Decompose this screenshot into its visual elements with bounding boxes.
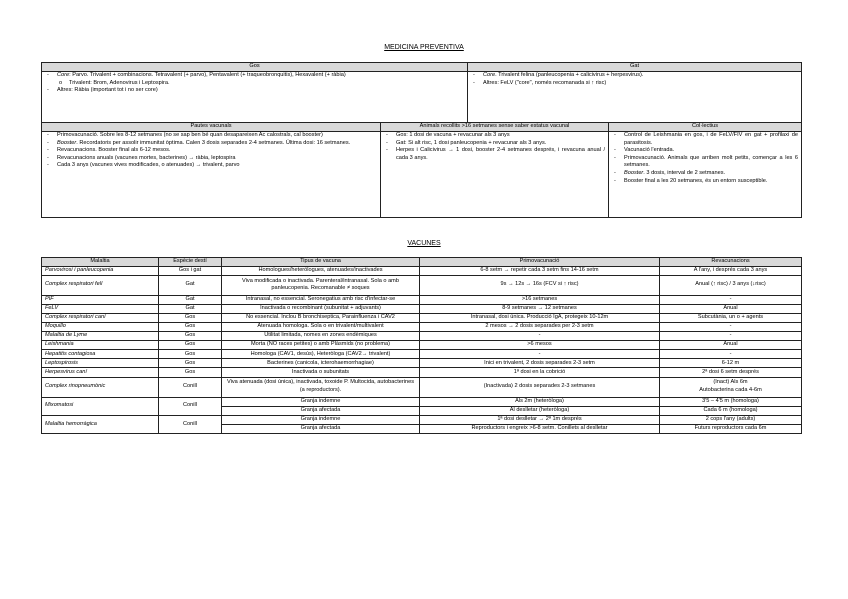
keyword: Booster (57, 139, 77, 146)
primovacunacio-cell: 2 mesos → 2 dosis separades per 2-3 setm (420, 322, 660, 331)
revacunacions-cell: Anual (660, 304, 802, 313)
species-cell: Gos (159, 332, 222, 341)
table-row (42, 350, 802, 359)
disease-cell: Complex respiratori felí (42, 275, 159, 295)
medicina-preventiva-table (41, 62, 802, 218)
table-row (42, 368, 802, 377)
vacunes-table (41, 257, 802, 434)
revacunacions-cell: Futurs reproductors cada 6m (660, 424, 802, 433)
cell-line: (Inact) Als 6m (713, 379, 748, 386)
malaltia-hemorragica-group (42, 415, 802, 433)
primovacunacio-cell: - (420, 332, 660, 341)
species-cell: Gos (159, 341, 222, 350)
cell-line: Autobacterina cada 4-6m (699, 387, 762, 394)
species-cell: Gos (159, 313, 222, 322)
header-primovacunacio: Primovacunació (420, 258, 660, 267)
disease-cell: Complex rinopneumònic (42, 377, 159, 397)
table-row (42, 322, 802, 331)
primovacunacio-cell: - (420, 350, 660, 359)
revacunacions-cell: Anual (↑ risc) / 3 anys (↓risc) (660, 275, 802, 295)
collectius-header: Col·lectius (609, 123, 802, 132)
pautes-item: - Cada 3 anys (vacunes vives modificades, o atenuades) → trivalent, parvo (57, 162, 377, 170)
species-cell: Conill (159, 397, 222, 415)
table-row (42, 341, 802, 350)
revacunacions-cell: Anual (660, 341, 802, 350)
table-row (42, 295, 802, 304)
table-row (42, 415, 802, 424)
vaccine-type-cell: Inactivada o recombinant (subunitat + adjuvants) (222, 304, 420, 313)
vaccine-type-cell: Homologa (CAV1, desús), Heteròloga (CAV2→ trivalent) (222, 350, 420, 359)
disease-cell: Moquillo (42, 322, 159, 331)
primovacunacio-cell: >6 mesos (420, 341, 660, 350)
pautes-item: - Primovacunació. Sobre les 8-12 setmanes (no se sap ben bé quan desapareixen Ac calostrals, cal booster) (57, 132, 377, 140)
header-especie: Espècie destí (159, 258, 222, 267)
header-malaltia: Malaltia (42, 258, 159, 267)
gat-header: Gat (468, 63, 802, 72)
disease-cell: Leishmania (42, 341, 159, 350)
primovacunacio-cell: Intranasal, dosi única. Producció IgA, protegeix 10-12m (420, 313, 660, 322)
table-row (42, 332, 802, 341)
pautes-item: - Booster. Recordatoris per assolir immunitat òptima. Calen 3 dosis separades 2-4 setmanes. Última dosi: 16 setmanes. (57, 140, 377, 148)
animals-item: - Gos: 1 dosi de vacuna + revacunar als 3 anys (396, 132, 605, 140)
mixomatosi-group (42, 397, 802, 415)
keyword: Booster (624, 169, 644, 176)
vaccine-type-cell: Granja afectada (222, 406, 420, 415)
vaccine-type-cell: Granja afectada (222, 424, 420, 433)
vacunes-rows (42, 266, 802, 397)
vaccine-type-cell: Utilitat limitada, nomes en zones endèmiques (222, 332, 420, 341)
collectius-cell (609, 132, 802, 218)
species-cell: Gos (159, 350, 222, 359)
primovacunacio-cell: 1ª dosi en la cobrició (420, 368, 660, 377)
vaccine-type-cell: No essencial. Inclou B bronchiseptica, Parainfluenza i CAV2 (222, 313, 420, 322)
gos-trivalent-item: o Trivalent: Brom, Adenovirus i Leptospira. (57, 80, 464, 88)
species-cell: Gos (159, 368, 222, 377)
gos-core-item: - Core: Parvo. Trivalent + combinacions. Tetravalent (+ parvo), Pentavalent (+ traqueobronquitis), Hexavalent (+ ràbia) (57, 72, 464, 80)
revacunacions-cell (660, 377, 802, 397)
animals-item: - Gat: Si alt risc, 1 dosi panleucopenia + revacunar als 3 anys. (396, 140, 605, 148)
species-cell: Gat (159, 295, 222, 304)
header-tipus: Tipus de vacuna (222, 258, 420, 267)
primovacunacio-cell: 1ª dosi deslletar → 2ª 1m després (420, 415, 660, 424)
disease-cell: FeLV (42, 304, 159, 313)
species-cell: Conill (159, 377, 222, 397)
primovacunacio-cell: Al deslletar (heteròloga) (420, 406, 660, 415)
disease-cell: Complex respiratori caní (42, 313, 159, 322)
species-cell: Gos (159, 322, 222, 331)
revacunacions-cell: - (660, 322, 802, 331)
revacunacions-cell: 2ª dosi 6 setm després (660, 368, 802, 377)
table-row (42, 359, 802, 368)
table-row (42, 275, 802, 295)
primovacunacio-cell: Inici en trivalent, 2 dosis separades 2-3 setm (420, 359, 660, 368)
species-cell: Gat (159, 275, 222, 295)
primovacunacio-cell: 6-8 setm → repetir cada 3 setm fins 14-16 setm (420, 266, 660, 275)
page-title: MEDICINA PREVENTIVA (384, 44, 464, 51)
vaccine-type-cell: Bacterines (canicola, icterohaemorrhagiae) (222, 359, 420, 368)
collectius-item: - Booster. 3 dosis, interval de 2 setmanes. (624, 170, 798, 178)
species-cell: Conill (159, 415, 222, 433)
table-row (42, 266, 802, 275)
species-cell: Gos (159, 359, 222, 368)
vaccine-type-cell: Granja indemne (222, 415, 420, 424)
collectius-item: - Control de Leishmania en gos, i de FeLV/FIV en gat + profilaxi de parasitosis. (624, 132, 798, 147)
table-row (42, 313, 802, 322)
vaccine-type-cell: Granja indemne (222, 397, 420, 406)
disease-cell: Malaltia de Lyme (42, 332, 159, 341)
vaccine-type-cell: Intranasal, no essencial. Seronegatius amb risc d'infectar-se (222, 295, 420, 304)
species-cell: Gat (159, 304, 222, 313)
gos-header: Gos (42, 63, 468, 72)
gat-cell (468, 72, 802, 123)
vaccine-type-cell: Atenuada homologa. Sola o en trivalent/multivalent (222, 322, 420, 331)
primovacunacio-cell: 9s → 12s → 16s (FCV si ↑ risc) (420, 275, 660, 295)
vaccine-type-cell: Inactivada o subunitats (222, 368, 420, 377)
collectius-item: - Booster final a les 20 setmanes, és un entorn susceptible. (624, 178, 798, 186)
pautes-item: - Revacunacions. Booster final als 6-12 mesos. (57, 147, 377, 155)
animals-recollits-cell (381, 132, 609, 218)
animals-recollits-header: Animals recollits >16 setmanes sense saber estatus vacunal (381, 123, 609, 132)
revacunacions-cell: - (660, 350, 802, 359)
disease-cell: Leptospirosis (42, 359, 159, 368)
gos-altres-item: - Altres: Ràbia (important tot i no ser core) (57, 87, 464, 95)
pautes-item: - Revacunacions anuals (vacunes mortes, bacterines) → ràbia, leptospira (57, 155, 377, 163)
table-row (42, 397, 802, 406)
revacunacions-cell: Subcutània, un o + agents (660, 313, 802, 322)
vacunes-title: VACUNES (407, 240, 441, 247)
collectius-item: - Primovacunació. Animals que arriben molt petits, començar a les 6 setmanes. (624, 155, 798, 170)
disease-cell: Mixomatosi (42, 397, 159, 415)
header-revacunacions: Revacunacions (660, 258, 802, 267)
table-row (42, 304, 802, 313)
revacunacions-cell: Cada 6 m (homologa) (660, 406, 802, 415)
vaccine-type-cell: Homologues/heterólogues, atenuades/inactivades (222, 266, 420, 275)
pautes-cell (42, 132, 381, 218)
collectius-item: - Vacunació l'entrada. (624, 147, 798, 155)
revacunacions-cell: - (660, 332, 802, 341)
gat-core-item: - Core. Trivalent felina (panleucopenia + calicivirus + herpesvirus). (483, 72, 798, 80)
primovacunacio-cell: Als 2m (heteròloga) (420, 397, 660, 406)
revacunacions-cell: 2 cops l'any (adults) (660, 415, 802, 424)
revacunacions-cell: 3'5 – 4'5 m (homologa) (660, 397, 802, 406)
disease-cell: Hepatitis contagiosa (42, 350, 159, 359)
primovacunacio-cell: 8-9 setmanes → 12 setmanes (420, 304, 660, 313)
pautes-header: Pautes vacunals (42, 123, 381, 132)
gat-altres-item: - Altres: FeLV ("core", només recomanada si ↑ risc) (483, 80, 798, 88)
primovacunacio-cell: >16 setmanes (420, 295, 660, 304)
revacunacions-cell: 6-12 m (660, 359, 802, 368)
revacunacions-cell: A l'any, i després cada 3 anys (660, 266, 802, 275)
table-row (42, 377, 802, 397)
vaccine-type-cell: Viva modificada o inactivada. Parenteral/intranasal. Sola o amb panleucopenia. Recomanable ≠ soques (222, 275, 420, 295)
gos-cell (42, 72, 468, 123)
disease-cell: Herpesvirus caní (42, 368, 159, 377)
animals-item: - Herpes i Calicivirus → 1 dosi, booster 2-4 setmanes després, i revacuna anual / cada 3 anys. (396, 147, 605, 162)
disease-cell: Parvovirosi i panleucopenia (42, 266, 159, 275)
revacunacions-cell: - (660, 295, 802, 304)
vaccine-type-cell: Viva atenuada (dosi única), inactivada, toxoide P. Multocida, autobacterines (a reproductors). (222, 377, 420, 397)
keyword: Core (57, 72, 70, 78)
primovacunacio-cell: Reproductors i engreix >6-8 setm. Conillets al deslletar (420, 424, 660, 433)
keyword: Core (483, 72, 496, 78)
primovacunacio-cell: (Inactivada) 2 dosis separades 2-3 setmanes (420, 377, 660, 397)
vaccine-type-cell: Morta (NO races petites) o amb Plàsmids (no problema) (222, 341, 420, 350)
species-cell: Gos i gat (159, 266, 222, 275)
disease-cell: PIF (42, 295, 159, 304)
disease-cell: Malaltia hemorràgica (42, 415, 159, 433)
